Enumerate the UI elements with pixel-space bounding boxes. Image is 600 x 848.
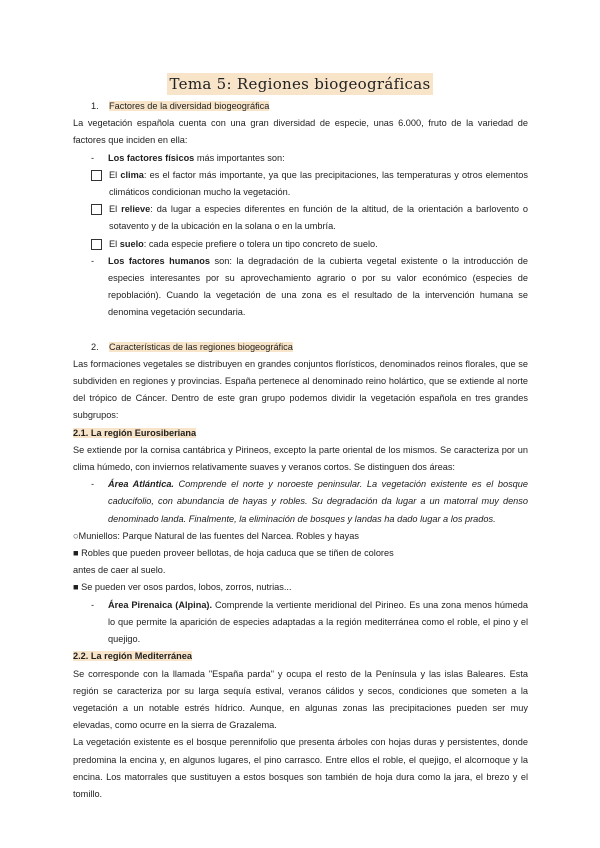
subsection-2-2-text-2: La vegetación existente es el bosque perennifolio que presenta árboles con hojas duras y persistentes, donde predomina la encina y, en algunos lugares, el pino carrasco. Entre ellos el roble, el quejigo, el alcornoque y la encina. Los matorrales que sustituyen a estos bosques son también de hoja dura como la jara, el brezo y el tomillo. <box>73 737 528 799</box>
pirenaica-label: Área Pirenaica (Alpina). <box>108 599 213 610</box>
section-2-intro: Las formaciones vegetales se distribuyen en grandes conjuntos florísticos, denominados reinos florales, que se subdividen en regiones y provincias. España pertenece al denominado reino holártico, que se extiende al norte del trópico de Cáncer. Dentro de este gran grupo podemos dividir la vegetación española en tres grandes subgrupos: <box>73 358 528 421</box>
list-item-fisicos <box>73 150 528 167</box>
list-item-pirenaica <box>73 597 528 649</box>
dash-bullet: - <box>91 479 95 490</box>
dash-bullet: - <box>91 599 95 610</box>
checkbox-icon[interactable] <box>91 204 102 215</box>
relieve-text: : da lugar a especies diferentes en función de la altitud, de la orientación a barlovento o sotavento y de la ubicación en la solana o en la umbría. <box>109 204 528 232</box>
note-robles: ■ Robles que pueden proveer bellotas, de hoja caduca que se tiñen de colores <box>73 548 394 559</box>
atlantica-label: Área Atlántica. <box>108 479 174 490</box>
title-wrap <box>0 73 600 95</box>
checklist-item-suelo <box>73 236 528 253</box>
document-body <box>73 98 528 803</box>
section-2-title: Características de las regiones biogeográfica <box>109 341 293 352</box>
section-1-number: 1. <box>91 101 99 111</box>
subsection-2-1-text: Se extiende por la cornisa cantábrica y Pirineos, excepto la parte oriental de los mismos. Se caracteriza por un clima húmedo, con inviernos relativamente suaves y veranos cortos. Se distinguen dos áreas: <box>73 444 528 473</box>
suelo-prefix: El <box>109 238 120 249</box>
list-item-atlantica <box>73 476 528 528</box>
list-item-humanos <box>73 253 528 322</box>
checkbox-icon[interactable] <box>91 170 102 181</box>
section-1-intro: La vegetación española cuenta con una gran diversidad de especie, unas 6.000, fruto de la variedad de factores que inciden en ella: <box>73 118 528 146</box>
section-2-number: 2. <box>91 341 99 352</box>
subsection-2-1-title: 2.1. La región Eurosiberiana <box>73 427 197 438</box>
subsection-2-2-text-1: Se corresponde con la llamada "España parda" y ocupa el resto de la Península y las islas Baleares. Esta región se caracteriza por su larga sequía estival, veranos cálidos y secos, condiciones que someten a la vegetación a un notable estrés hídrico. Aunque, en algunas zonas las precipitaciones pueden ser muy elevadas, como ocurre en la sierra de Grazalema. <box>73 668 528 731</box>
note-robles-cont: antes de caer al suelo. <box>73 565 166 576</box>
clima-label: clima <box>120 169 144 180</box>
subsection-2-2-heading <box>73 648 528 665</box>
relieve-label: relieve <box>121 204 151 215</box>
subsection-2-1-heading <box>73 425 528 442</box>
humanos-text: son: la degradación de la cubierta vegetal existente o la introducción de especies interesantes por su aprovechamiento agrario o por su valor económico (especies de repoblación). Cuando la vegetación de una zona es el resultado de la intervención humana se denomina vegetación secundaria. <box>108 255 528 318</box>
note-muniellos: ○Muniellos: Parque Natural de las fuentes del Narcea. Robles y hayas <box>73 530 359 541</box>
subsection-2-2-title: 2.2. La región Mediterránea <box>73 651 192 662</box>
pirenaica-text: Comprende la vertiente meridional del Pirineo. Es una zona menos húmeda lo que permite la aparición de especies adaptadas a la región mediterránea como el roble, el pino y el quejigo. <box>108 599 528 645</box>
clima-text: : es el factor más importante, ya que las precipitaciones, las temperaturas y otros elementos climáticos condicionan mucho la vegetación. <box>109 169 528 198</box>
checklist-item-clima <box>73 167 528 201</box>
dash-bullet: - <box>91 255 95 266</box>
fisicos-label: Los factores físicos <box>108 152 195 163</box>
relieve-prefix: El <box>109 204 122 215</box>
checkbox-icon[interactable] <box>91 239 102 250</box>
dash-bullet: - <box>91 152 95 163</box>
clima-prefix: El <box>109 169 121 180</box>
fisicos-text: más importantes son: <box>194 152 285 163</box>
section-1-heading <box>73 98 528 115</box>
suelo-text: : cada especie prefiere o tolera un tipo concreto de suelo. <box>143 238 378 249</box>
suelo-label: suelo <box>119 238 144 249</box>
section-2-heading <box>73 339 528 356</box>
page-title: Tema 5: Regiones biogeográficas <box>167 73 434 95</box>
note-fauna: ■ Se pueden ver osos pardos, lobos, zorros, nutrias... <box>73 582 292 593</box>
checklist-item-relieve <box>73 201 528 235</box>
spacer <box>73 322 528 339</box>
atlantica-text: Comprende el norte y noroeste peninsular. La vegetación existente es el bosque caducifolio, con abundancia de hayas y robles. Su degradación da lugar a un matorral muy denso denominado landa. Finalmente, la eliminación de bosques y landas ha dado lugar a los prados. <box>108 479 529 524</box>
section-1-title: Factores de la diversidad biogeográfica <box>109 101 270 111</box>
humanos-label: Los factores humanos <box>108 255 210 266</box>
